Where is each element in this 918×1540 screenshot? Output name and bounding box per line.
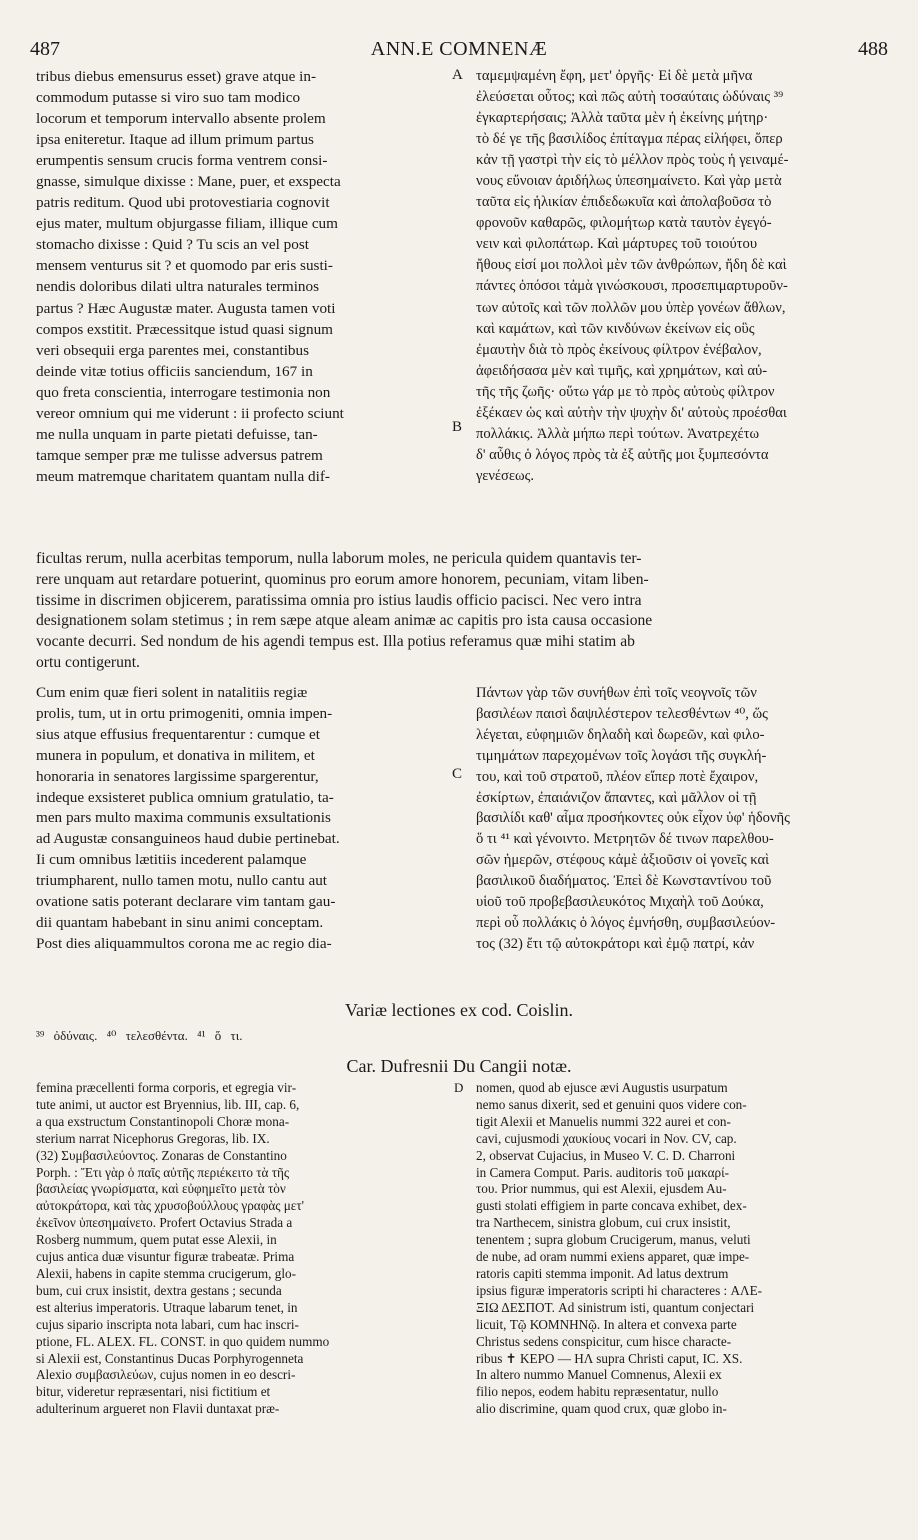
text-line: Πάντων γὰρ τῶν συνήθων ἐπὶ τοῖς νεογνοῖς τῶν <box>476 685 757 701</box>
text-line: veri obsequii erga parentes mei, constantibus <box>36 341 310 359</box>
text-line: tribus diebus emensurus esset) grave atque in- <box>36 68 317 85</box>
text-line: ἐλεύσεται οὗτος; καὶ πῶς αὐτὴ τοσαύταις ὠδύναις ³⁹ <box>476 89 784 106</box>
text-line: ptione, FL. ALEX. FL. CONST. in quo quidem nummo <box>36 1333 330 1349</box>
text-line: deinde vitæ totius officiis sanciendum, 167 in <box>36 362 313 380</box>
text-line: cujus sipario inscripta nota labari, cum hac inscri- <box>36 1316 299 1332</box>
notes-heading: Car. Dufresnii Du Cangii notæ. <box>346 1056 572 1076</box>
text-line: vocante decurri. Sed nondum de his agendi tempus est. Illa potius referamus quæ mihi statim ab <box>36 633 635 651</box>
text-line: stomacho dixisse : Quid ? Tu scis an vel post <box>36 236 309 254</box>
greek-column-middle <box>476 683 886 955</box>
text-line: indeque exsisteret publica omnium gratulatio, ta- <box>36 788 334 806</box>
page-header <box>30 38 888 62</box>
text-line: nemo sanus dixerit, sed et genuini quos videre con- <box>476 1096 747 1112</box>
text-line: Christus sedens conspicitur, cum hisce characte- <box>476 1333 732 1349</box>
latin-column-top <box>36 66 454 487</box>
text-line: καὶ καμάτων, καὶ τῶν κινδύνων ἐκείνων εἰς οὓς <box>476 320 755 337</box>
text-line: Cum enim quæ fieri solent in natalitiis regiæ <box>36 684 308 701</box>
text-line: βασιλείας γνωρίσματα, καὶ εὐφημεῖτο μετὰ τὸν <box>36 1181 286 1197</box>
text-line: δ' αὖθις ὁ λόγος πρὸς τὰ ἐξ αὐτῆς μοι ξυμπεσόντα <box>476 446 769 463</box>
text-line: designationem solam stetimus ; in rem sæpe atque aleam animæ ac capitis pro ista causa occasione <box>36 612 653 630</box>
text-line: tenentem ; supra globum Crucigerum, manus, veluti <box>476 1232 751 1248</box>
text-line: tra Narthecem, sinistra globum, cui crux insistit, <box>476 1215 731 1231</box>
text-line: partus ? Hæc Augustæ mater. Augusta tamen voti <box>36 299 336 317</box>
text-line: ortu contigerunt. <box>36 653 140 671</box>
section-marker-b: B <box>452 419 463 435</box>
text-line: men pars multo maxima communis exsultationis <box>36 809 331 827</box>
text-line: si Alexii est, Constantinus Ducas Porphyrogenneta <box>36 1350 304 1366</box>
text-line: est alterius imperatoris. Utraque labarum tenet, in <box>36 1299 298 1315</box>
text-line: Ii cum omnibus lætitiis incederent palamque <box>36 851 307 869</box>
text-line: αὐτοκράτορα, καὶ τὰς χρυσοβούλλους γραφὰς μετ' <box>36 1198 305 1214</box>
running-title: ANN.E COMNENÆ <box>370 38 548 60</box>
text-line: a qua exstructum Constantinopoli Choræ mona- <box>36 1113 290 1129</box>
text-line: 2, observat Cujacius, in Museo V. C. D. Charroni <box>476 1147 736 1163</box>
text-line: sius atque effusius frequentarentur : cumque et <box>36 725 320 743</box>
text-line: tigit Alexii et Manuelis nummi 322 aurei et con- <box>476 1113 731 1129</box>
text-line: ipsius figuræ imperatoris scripti hi characteres : ΑΛΕ- <box>476 1282 763 1298</box>
text-line: compos exstitit. Præcessitque istud quasi signum <box>36 320 333 338</box>
text-line: ad Augustæ consanguineos haud dubie pertinebat. <box>36 830 340 848</box>
section-marker-c: C <box>452 766 463 782</box>
text-line: de nube, ad oram nummi exiens apparet, quæ impe- <box>476 1249 750 1265</box>
text-line: mensem venturus sit ? et quomodo par eris susti- <box>36 257 333 275</box>
text-line: rere unquam aut retardare potuerint, quominus pro eorum amore honorem, pecuniam, vitam liben- <box>36 570 649 588</box>
text-line: tute animi, ut auctor est Bryennius, lib. III, cap. 6, <box>36 1096 300 1112</box>
text-line: bitur, videretur repræsentari, nisi fictitium et <box>36 1384 271 1400</box>
section-marker-d: D <box>454 1080 464 1095</box>
page-number-right: 488 <box>858 38 888 60</box>
text-line: ἐσκίρτων, ἐπαιάνιζον ἅπαντες, καὶ μᾶλλον οἱ τῇ <box>476 789 757 806</box>
text-line: tissime in discrimen objicerem, paratissima omnia pro istius laudis officio pacisci. Nec vero intra <box>36 591 642 609</box>
text-line: filio nepos, eodem habitu repræsentatur, nullo <box>476 1384 719 1400</box>
text-line: femina præcellenti forma corporis, et egregia vir- <box>36 1080 297 1095</box>
text-line: adulterinum argueret non Flavii duntaxat præ- <box>36 1401 280 1417</box>
text-line: nomen, quod ab ejusce ævi Augustis usurpatum <box>476 1080 728 1095</box>
text-line: τὸ δέ γε τῆς βασιλίδος ἐπίταγμα πέρας εἰλήφει, ὅπερ <box>476 131 783 148</box>
page-number-left: 487 <box>30 38 60 60</box>
text-line: τος (32) ἔτι τῷ αὐτοκράτορι καὶ ἐμῷ πατρί, κἀν <box>476 935 755 952</box>
text-line: υἱοῦ τοῦ προβεβασιλευκότος Μιχαὴλ τοῦ Δούκα, <box>476 894 764 911</box>
text-line: ΞΙΩ ΔΕΣΠΟΤ. Ad sinistrum isti, quantum conjectari <box>476 1299 755 1315</box>
text-line: prolis, tum, ut in ortu primogeniti, omnia impen- <box>36 704 333 722</box>
text-line: me nulla unquam in parte pietati defuisse, tan- <box>36 425 318 443</box>
section-marker-a: A <box>452 67 463 83</box>
text-line: ratoris capiti stemma imponit. Ad latus dextrum <box>476 1265 729 1281</box>
text-line: ὅ τι ⁴¹ καὶ γένοιντο. Μετρητῶν δέ τινων παρελθου- <box>476 831 774 848</box>
text-line: quo freta conscientia, interrogare testimonia non <box>36 383 331 401</box>
text-line: Alexii, habens in capite stemma crucigerum, glo- <box>36 1265 297 1281</box>
text-line: erumpentis sensum crucis forma ventrem consi- <box>36 152 328 170</box>
text-line: ἐκεῖνον ὑπεσημαίνετο. Profert Octavius Strada a <box>36 1215 293 1231</box>
text-line: Post dies aliquammultos corona me ac regio dia- <box>36 934 332 952</box>
text-line: περὶ οὗ πολλάκις ὁ λόγος ἐμνήσθη, συμβασιλεύον- <box>476 914 776 931</box>
text-line: τῆς τῆς ζωῆς· οὕτω γάρ με τὸ πρὸς αὐτοὺς φίλτρον <box>476 383 775 400</box>
text-line: πολλάκις. Ἀλλὰ μήπω περὶ τούτων. Ἀνατρεχέτω <box>476 425 760 442</box>
text-line: ταμεμψαμένη ἔφη, μετ' ὀργῆς· Εἰ δὲ μετὰ μῆνα <box>476 68 753 84</box>
text-line: τιμημάτων παρεχομένων τοῖς λογάσι τῆς συγκλή- <box>476 747 767 764</box>
text-line: in Camera Comput. Paris. auditoris τοῦ μακαρί- <box>476 1164 730 1180</box>
text-line: nendis doloribus dilati ultra naturales terminos <box>36 278 320 296</box>
text-line: munera in populum, et donativa in militem, et <box>36 746 315 764</box>
text-line: ἐμαυτὴν διὰ τὸ πρὸς ἐκείνους φίλτρον ἐνέβαλον, <box>476 341 762 358</box>
text-line: σῶν ἡμερῶν, στέφους κἀμὲ ἀξιοῦσιν οἱ γονεῖς καὶ <box>476 852 770 869</box>
text-line: γενέσεως. <box>476 467 535 484</box>
notes-column-right <box>476 1080 886 1418</box>
text-line: βασιλίδι καθ' αἷμα προσήκοντες οὐκ εἶχον ὑφ' ἡδονῆς <box>476 810 790 827</box>
text-line: patris reditum. Quod ubi protovestiaria cognovit <box>36 194 330 212</box>
text-line: cavi, cujusmodi χαυκίους vocari in Nov. CV, cap. <box>476 1130 737 1146</box>
text-line: ejus mater, multum objurgasse filiam, illique cum <box>36 215 338 233</box>
text-line: meum matremque charitatem quantam nulla dif- <box>36 467 330 485</box>
text-line: των αὐτοῖς καὶ τῶν πολλῶν μου ὑπὲρ γονέων ἄθλων, <box>476 299 786 316</box>
text-line: Porph. : Ἔτι γὰρ ὁ παῖς αὐτῆς περιέκειτο τὰ τῆς <box>36 1164 290 1180</box>
text-line: ficultas rerum, nulla acerbitas temporum, nulla laborum moles, ne pericula quidem quantavis ter- <box>36 550 642 567</box>
text-line: φρονοῦν καθαρῶς, φιλομήτωρ κατὰ ταυτὸν ἐγεγό- <box>476 215 772 232</box>
text-line: κἀν τῇ γαστρὶ τὴν εἰς τὸ μέλλον πρὸς τοὺς ἡ γειναμέ- <box>476 152 789 169</box>
text-line: bum, cui crux insistit, dextra gestans ; secunda <box>36 1282 282 1298</box>
text-line: Rosberg nummum, quem putat esse Alexii, in <box>36 1232 277 1248</box>
text-line: Alexio συμβασιλεύων, cujus nomen in eo descri- <box>36 1367 296 1383</box>
text-line: του. Prior nummus, qui est Alexii, ejusdem Au- <box>476 1181 727 1197</box>
variants-text: ³⁹ ὀδύναις. ⁴⁰ τελεσθέντα. ⁴¹ ὅ τι. <box>36 1028 243 1043</box>
text-line: νειν καὶ φιλοπάτωρ. Καὶ μάρτυρες τοῦ τοιούτου <box>476 236 758 253</box>
text-line: ἤθους εἰσί μοι πολλοὶ μὲν τῶν ἀνθρώπων, ἤδη δὲ καὶ <box>476 257 787 274</box>
text-line: ἀφειδήσασα μὲν καὶ τιμῆς, καὶ χρημάτων, καὶ αὐ- <box>476 362 768 379</box>
text-line: cujus antica duæ visuntur figuræ trabeatæ. Prima <box>36 1249 295 1265</box>
text-line: licuit, Τῷ ΚΟΜΝΗΝῷ. In altera et convexa parte <box>476 1316 737 1332</box>
text-line: locorum et temporum intervallo absente prolem <box>36 110 326 128</box>
text-line: honoraria in senatores largissime spargerentur, <box>36 767 319 785</box>
text-line: ταῦτα εἰς ἡλικίαν ἐπιδεδωκυῖα καὶ ἀπολαβοῦσα τὸ <box>476 194 772 211</box>
text-line: ovatione satis poterant declarare vim tantam gau- <box>36 893 336 911</box>
text-line: ipsa eniteretur. Itaque ad illum primum partus <box>36 131 314 149</box>
text-line: του, καὶ τοῦ στρατοῦ, πλέον εἴπερ ποτὲ ἔχαιρον, <box>476 768 759 785</box>
text-line: sterium narrat Nicephorus Gregoras, lib. IX. <box>36 1130 270 1146</box>
text-line: In altero nummo Manuel Comnenus, Alexii ex <box>476 1367 722 1383</box>
variants-heading: Variæ lectiones ex cod. Coislin. <box>345 1000 573 1020</box>
text-line: commodum putasse si viro suo tam modico <box>36 89 301 107</box>
text-line: πάντες ὁπόσοι τἀμὰ γινώσκουσι, προσεπιμαρτυροῦν- <box>476 278 788 295</box>
text-line: ἐγκαρτερήσαις; Ἀλλὰ ταῦτα μὲν ἡ ἐκείνης μήτηρ· <box>476 110 769 127</box>
text-line: dii quantam habebant in sinu animi conceptam. <box>36 913 324 931</box>
latin-full-width-paragraph <box>36 549 886 674</box>
latin-column-middle <box>36 683 454 955</box>
text-line: λέγεται, εὐφημιῶν δηλαδὴ καὶ δωρεῶν, καὶ φιλο- <box>476 726 765 743</box>
text-line: (32) Συμβασιλεύοντος. Zonaras de Constantino <box>36 1147 287 1163</box>
greek-column-top <box>476 66 886 487</box>
text-line: ἐξέκαεν ὡς καὶ αὐτὴν τὴν ψυχὴν δι' αὐτοὺς προέσθαι <box>476 404 787 421</box>
text-line: gusti stolati effigiem in parte concava exhibet, dex- <box>476 1198 747 1214</box>
text-line: alio discrimine, quam quod crux, quæ globo in- <box>476 1401 727 1417</box>
text-line: tamque semper præ me tulisse adversus patrem <box>36 446 323 464</box>
text-line: ribus ✝ ΚΕΡΟ — ΗΛ supra Christi caput, IC. XS. <box>476 1350 743 1366</box>
text-line: νους εὔνοιαν ἀριδήλως ὑπεσημαίνετο. Καὶ γὰρ μετὰ <box>476 173 782 190</box>
text-line: gnasse, simulque dixisse : Mane, puer, et exspecta <box>36 173 341 191</box>
notes-column-left <box>36 1080 452 1418</box>
text-line: vereor omnium qui me viderunt : ii profecto sciunt <box>36 404 344 422</box>
text-line: triumpharent, nullo tamen motu, nullo cantu aut <box>36 872 328 890</box>
text-line: βασιλικοῦ διαδήματος. Ἐπεὶ δὲ Κωνσταντίνου τοῦ <box>476 873 772 890</box>
text-line: βασιλέων παισὶ δαψιλέστερον τελεσθέντων ⁴⁰, ὥς <box>476 705 768 722</box>
